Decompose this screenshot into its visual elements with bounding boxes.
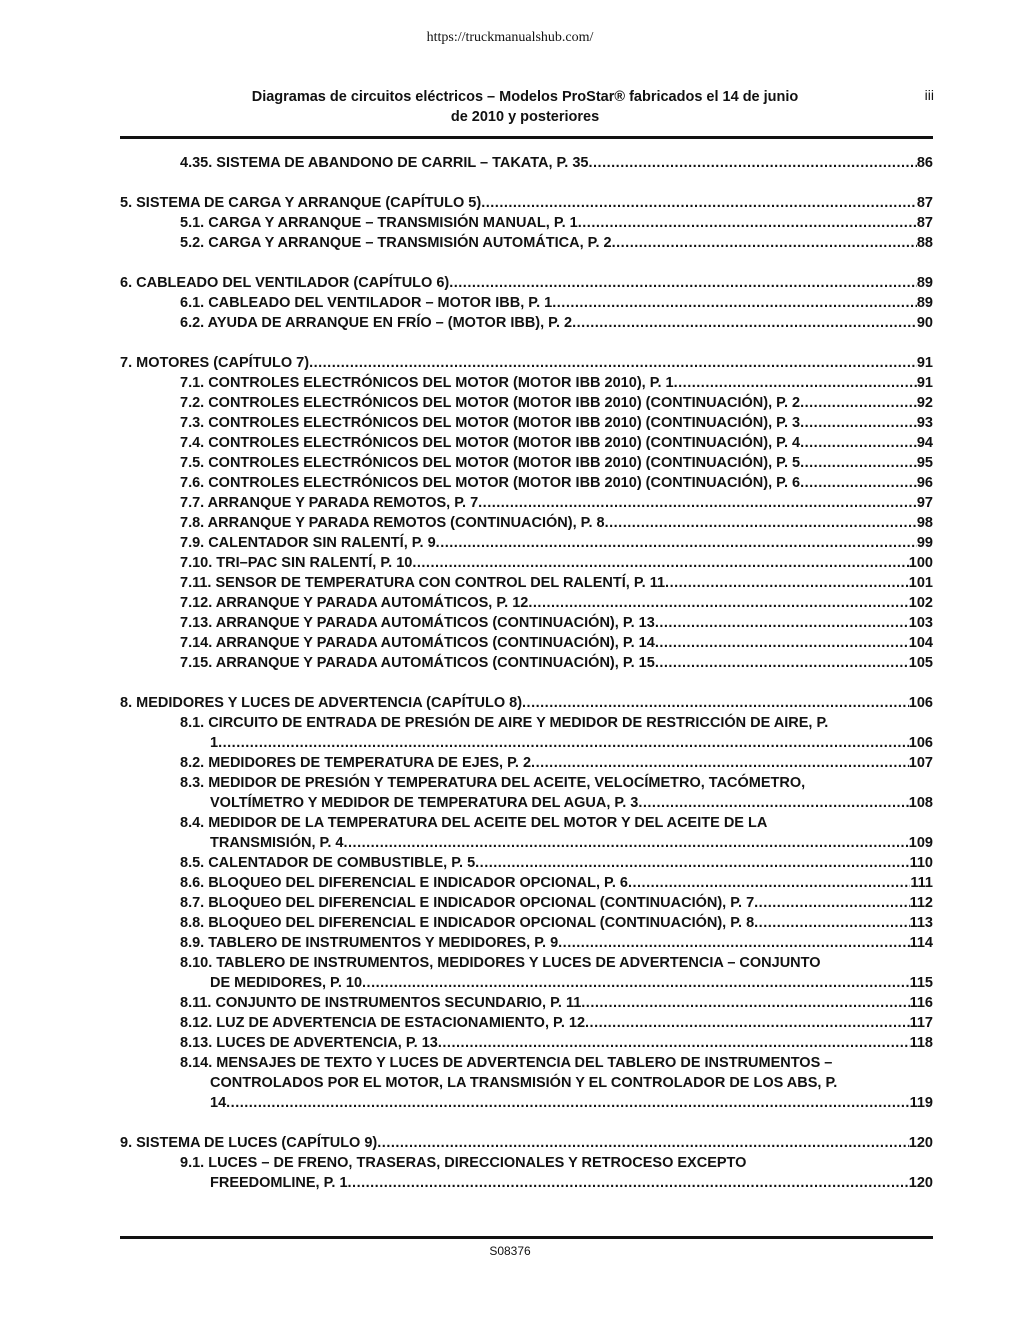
toc-entry-title: 6.2. AYUDA DE ARRANQUE EN FRÍO – (MOTOR IBB), P. 2 — [180, 315, 573, 331]
toc-leader — [674, 373, 917, 393]
toc-entry-title: 5. SISTEMA DE CARGA Y ARRANQUE (CAPÍTULO 5) — [120, 195, 482, 211]
toc-leader — [226, 1093, 909, 1113]
toc-entry[interactable] — [120, 1173, 933, 1193]
toc-entry-page: 116 — [909, 995, 933, 1011]
toc-chapter[interactable] — [120, 273, 933, 293]
header-rule — [120, 136, 933, 139]
toc-entry[interactable] — [120, 553, 933, 573]
toc-entry-title: 8.13. LUCES DE ADVERTENCIA, P. 13 — [180, 1035, 438, 1051]
toc-entry-title: 7.12. ARRANQUE Y PARADA AUTOMÁTICOS, P. 12 — [180, 595, 529, 611]
toc-leader — [655, 633, 909, 653]
toc-entry-title: 5.1. CARGA Y ARRANQUE – TRANSMISIÓN MANUAL, P. 1 — [180, 215, 578, 231]
toc-entry[interactable] — [120, 1013, 933, 1033]
toc-entry[interactable] — [120, 393, 933, 413]
toc-entry-page: 109 — [908, 835, 933, 851]
toc-entry-page: 103 — [908, 615, 933, 631]
toc-entry[interactable] — [120, 633, 933, 653]
toc-entry-page: 91 — [916, 355, 933, 371]
toc-entry-title: VOLTÍMETRO Y MEDIDOR DE TEMPERATURA DEL AGUA, P. 3 — [210, 795, 639, 811]
toc-entry-page: 89 — [916, 295, 933, 311]
toc-entry[interactable] — [120, 493, 933, 513]
toc-leader — [754, 913, 909, 933]
toc-entry-page: 90 — [916, 315, 933, 331]
toc-entry-page: 108 — [908, 795, 933, 811]
toc-entry[interactable] — [120, 893, 933, 913]
toc-entry-page: 110 — [909, 855, 933, 871]
toc-entry[interactable] — [120, 853, 933, 873]
source-url[interactable]: https://truckmanualshub.com/ — [426, 30, 594, 45]
toc-leader — [552, 293, 917, 313]
toc-entry[interactable] — [120, 533, 933, 553]
toc-entry-page: 92 — [916, 395, 933, 411]
toc-entry[interactable] — [120, 593, 933, 613]
toc-entry-title-line[interactable]: CONTROLADOS POR EL MOTOR, LA TRANSMISIÓN Y EL CONTROLADOR DE LOS ABS, P. — [210, 1075, 838, 1091]
toc-entry-title: 7.1. CONTROLES ELECTRÓNICOS DEL MOTOR (MOTOR IBB 2010), P. 1 — [180, 375, 674, 391]
toc-leader — [800, 473, 917, 493]
toc-entry-page: 94 — [916, 435, 933, 451]
toc-leader — [481, 193, 917, 213]
toc-entry-title: 7. MOTORES (CAPÍTULO 7) — [120, 355, 310, 371]
toc-entry[interactable] — [120, 993, 933, 1013]
toc-leader — [449, 273, 917, 293]
toc-entry-title: 4.35. SISTEMA DE ABANDONO DE CARRIL – TAKATA, P. 35 — [180, 155, 589, 171]
toc-entry-title: DE MEDIDORES, P. 10 — [210, 975, 363, 991]
page-number: iii — [924, 87, 934, 103]
toc-leader — [572, 313, 917, 333]
toc-entry-page: 119 — [909, 1095, 933, 1111]
toc-leader — [581, 993, 909, 1013]
toc-leader — [605, 513, 917, 533]
toc-entry[interactable] — [120, 213, 933, 233]
toc-chapter[interactable] — [120, 1133, 933, 1153]
toc-entry-title: FREEDOMLINE, P. 1 — [210, 1175, 348, 1191]
toc-leader — [438, 1033, 910, 1053]
toc-leader — [628, 873, 910, 893]
toc-entry-title: 8.11. CONJUNTO DE INSTRUMENTOS SECUNDARIO, P. 11 — [180, 995, 582, 1011]
toc-entry-title: 7.8. ARRANQUE Y PARADA REMOTOS (CONTINUACIÓN), P. 8 — [180, 515, 605, 531]
toc-entry-page: 95 — [916, 455, 933, 471]
toc-entry-title-line[interactable]: 8.1. CIRCUITO DE ENTRADA DE PRESIÓN DE AIRE Y MEDIDOR DE RESTRICCIÓN DE AIRE, P. — [180, 715, 829, 731]
toc-entry-title: 8. MEDIDORES Y LUCES DE ADVERTENCIA (CAPÍTULO 8) — [120, 695, 523, 711]
toc-entry-page: 106 — [908, 735, 933, 751]
section-gap — [120, 173, 933, 193]
toc-leader — [348, 1173, 909, 1193]
toc-entry-title: 7.7. ARRANQUE Y PARADA REMOTOS, P. 7 — [180, 495, 479, 511]
toc-leader — [589, 153, 917, 173]
toc-entry-title-line[interactable]: 8.4. MEDIDOR DE LA TEMPERATURA DEL ACEITE DEL MOTOR Y DEL ACEITE DE LA — [180, 815, 768, 831]
toc-entry[interactable] — [120, 833, 933, 853]
toc-entry[interactable] — [120, 913, 933, 933]
toc-entry-title: 7.3. CONTROLES ELECTRÓNICOS DEL MOTOR (MOTOR IBB 2010) (CONTINUACIÓN), P. 3 — [180, 415, 801, 431]
toc-entry[interactable] — [120, 433, 933, 453]
toc-entry-page: 120 — [908, 1175, 933, 1191]
toc-leader — [585, 1013, 910, 1033]
toc-entry-title: 8.6. BLOQUEO DEL DIFERENCIAL E INDICADOR OPCIONAL, P. 6 — [180, 875, 628, 891]
toc-entry[interactable] — [120, 933, 933, 953]
toc-entry-page: 101 — [908, 575, 933, 591]
toc-entry-title: 8.7. BLOQUEO DEL DIFERENCIAL E INDICADOR OPCIONAL (CONTINUACIÓN), P. 7 — [180, 895, 755, 911]
toc-leader — [612, 233, 917, 253]
toc-leader — [218, 733, 909, 753]
toc-entry-title: 7.11. SENSOR DE TEMPERATURA CON CONTROL DEL RALENTÍ, P. 11 — [180, 575, 666, 591]
toc-entry-title: 7.2. CONTROLES ELECTRÓNICOS DEL MOTOR (MOTOR IBB 2010) (CONTINUACIÓN), P. 2 — [180, 395, 801, 411]
toc-entry[interactable] — [120, 153, 933, 173]
toc-entry-page: 91 — [916, 375, 933, 391]
toc-chapter[interactable] — [120, 693, 933, 713]
toc-leader — [377, 1133, 909, 1153]
toc-entry-title: 7.6. CONTROLES ELECTRÓNICOS DEL MOTOR (MOTOR IBB 2010) (CONTINUACIÓN), P. 6 — [180, 475, 801, 491]
toc-entry[interactable] — [120, 473, 933, 493]
toc-leader — [655, 613, 909, 633]
toc-entry-title: 7.13. ARRANQUE Y PARADA AUTOMÁTICOS (CONTINUACIÓN), P. 13 — [180, 615, 655, 631]
toc-entry-title: TRANSMISIÓN, P. 4 — [210, 835, 344, 851]
toc-leader — [531, 753, 909, 773]
toc-entry[interactable] — [120, 313, 933, 333]
toc-leader — [665, 573, 909, 593]
document-title — [200, 87, 850, 127]
toc-leader — [343, 833, 908, 853]
toc-leader — [558, 933, 909, 953]
toc-chapter[interactable] — [120, 193, 933, 213]
toc-entry-title: 1 — [210, 735, 219, 751]
toc-leader — [362, 973, 910, 993]
toc-leader — [638, 793, 908, 813]
section-gap — [120, 1113, 933, 1133]
document-code: S08376 — [489, 1244, 531, 1258]
toc-entry-title: 7.9. CALENTADOR SIN RALENTÍ, P. 9 — [180, 535, 436, 551]
section-gap — [120, 333, 933, 353]
toc-leader — [436, 533, 917, 553]
toc-chapter[interactable] — [120, 353, 933, 373]
toc-entry[interactable] — [120, 793, 933, 813]
toc-entry[interactable] — [120, 293, 933, 313]
toc-entry[interactable] — [120, 1093, 933, 1113]
toc-entry-page: 98 — [916, 515, 933, 531]
toc-entry-title: 8.12. LUZ DE ADVERTENCIA DE ESTACIONAMIENTO, P. 12 — [180, 1015, 586, 1031]
toc-entry-title: 8.5. CALENTADOR DE COMBUSTIBLE, P. 5 — [180, 855, 476, 871]
toc-leader — [522, 693, 909, 713]
toc-entry[interactable] — [120, 733, 933, 753]
toc-entry-title-line[interactable]: 8.14. MENSAJES DE TEXTO Y LUCES DE ADVERTENCIA DEL TABLERO DE INSTRUMENTOS – — [180, 1055, 833, 1071]
section-gap — [120, 673, 933, 693]
footer-rule — [120, 1236, 933, 1239]
toc-entry-page: 89 — [916, 275, 933, 291]
toc-entry-title: 14 — [210, 1095, 227, 1111]
toc-entry-page: 86 — [916, 155, 933, 171]
toc-entry[interactable] — [120, 233, 933, 253]
toc-entry[interactable] — [120, 653, 933, 673]
toc-leader — [475, 853, 909, 873]
toc-entry-page: 87 — [916, 215, 933, 231]
toc-entry[interactable] — [120, 613, 933, 633]
toc-entry-title: 7.4. CONTROLES ELECTRÓNICOS DEL MOTOR (MOTOR IBB 2010) (CONTINUACIÓN), P. 4 — [180, 435, 801, 451]
toc-entry[interactable] — [120, 1033, 933, 1053]
toc-entry-page: 105 — [908, 655, 933, 671]
toc-entry-page: 106 — [908, 695, 933, 711]
toc-entry-title: 8.2. MEDIDORES DE TEMPERATURA DE EJES, P. 2 — [180, 755, 532, 771]
toc-entry[interactable] — [120, 373, 933, 393]
toc-entry-page: 97 — [916, 495, 933, 511]
toc-entry-title-line[interactable]: 9.1. LUCES – DE FRENO, TRASERAS, DIRECCIONALES Y RETROCESO EXCEPTO — [180, 1155, 747, 1171]
toc-entry-page: 117 — [909, 1015, 933, 1031]
toc-entry-title: 7.14. ARRANQUE Y PARADA AUTOMÁTICOS (CONTINUACIÓN), P. 14 — [180, 635, 655, 651]
toc-leader — [578, 213, 917, 233]
toc-entry-title: 7.15. ARRANQUE Y PARADA AUTOMÁTICOS (CONTINUACIÓN), P. 15 — [180, 655, 655, 671]
toc-entry-page: 100 — [908, 555, 933, 571]
toc-entry[interactable] — [120, 513, 933, 533]
toc-entry-page: 120 — [908, 1135, 933, 1151]
toc-leader — [528, 593, 908, 613]
toc-entry-title: 9. SISTEMA DE LUCES (CAPÍTULO 9) — [120, 1135, 378, 1151]
table-of-contents — [120, 153, 933, 1193]
toc-entry-page: 93 — [916, 415, 933, 431]
toc-leader — [412, 553, 908, 573]
toc-entry-title: 5.2. CARGA Y ARRANQUE – TRANSMISIÓN AUTOMÁTICA, P. 2 — [180, 235, 612, 251]
toc-entry[interactable] — [120, 753, 933, 773]
toc-entry-title: 6. CABLEADO DEL VENTILADOR (CAPÍTULO 6) — [120, 275, 450, 291]
toc-leader — [478, 493, 917, 513]
toc-entry[interactable] — [120, 453, 933, 473]
toc-leader — [655, 653, 909, 673]
toc-entry-title-line[interactable]: 8.3. MEDIDOR DE PRESIÓN Y TEMPERATURA DEL ACEITE, VELOCÍMETRO, TACÓMETRO, — [180, 775, 806, 791]
toc-leader — [800, 433, 917, 453]
toc-entry[interactable] — [120, 873, 933, 893]
toc-entry-title-line[interactable]: 8.10. TABLERO DE INSTRUMENTOS, MEDIDORES Y LUCES DE ADVERTENCIA – CONJUNTO — [180, 955, 821, 971]
toc-entry-page: 96 — [916, 475, 933, 491]
document-title-line-2: de 2010 y posteriores — [450, 109, 600, 125]
toc-entry-page: 114 — [909, 935, 933, 951]
toc-entry-page: 102 — [908, 595, 933, 611]
section-gap — [120, 253, 933, 273]
toc-entry[interactable] — [120, 973, 933, 993]
toc-leader — [800, 413, 917, 433]
toc-entry-title: 8.9. TABLERO DE INSTRUMENTOS Y MEDIDORES, P. 9 — [180, 935, 559, 951]
toc-entry-page: 99 — [916, 535, 933, 551]
toc-entry-page: 111 — [910, 875, 933, 891]
toc-entry-page: 118 — [909, 1035, 933, 1051]
toc-entry-title: 7.5. CONTROLES ELECTRÓNICOS DEL MOTOR (MOTOR IBB 2010) (CONTINUACIÓN), P. 5 — [180, 455, 801, 471]
toc-entry-title: 8.8. BLOQUEO DEL DIFERENCIAL E INDICADOR OPCIONAL (CONTINUACIÓN), P. 8 — [180, 915, 755, 931]
toc-entry-page: 112 — [909, 895, 933, 911]
toc-entry-page: 113 — [909, 915, 933, 931]
toc-entry[interactable] — [120, 573, 933, 593]
toc-entry-page: 104 — [908, 635, 933, 651]
toc-entry-page: 87 — [916, 195, 933, 211]
toc-entry-title: 7.10. TRI–PAC SIN RALENTÍ, P. 10 — [180, 555, 413, 571]
toc-entry[interactable] — [120, 413, 933, 433]
toc-entry-page: 107 — [908, 755, 933, 771]
toc-entry-page: 88 — [916, 235, 933, 251]
toc-entry-page: 115 — [909, 975, 933, 991]
toc-leader — [754, 893, 909, 913]
document-title-line-1: Diagramas de circuitos eléctricos – Modelos ProStar® fabricados el 14 de junio — [251, 89, 799, 105]
toc-leader — [309, 353, 917, 373]
toc-entry-title: 6.1. CABLEADO DEL VENTILADOR – MOTOR IBB, P. 1 — [180, 295, 553, 311]
toc-leader — [800, 453, 917, 473]
toc-leader — [800, 393, 917, 413]
